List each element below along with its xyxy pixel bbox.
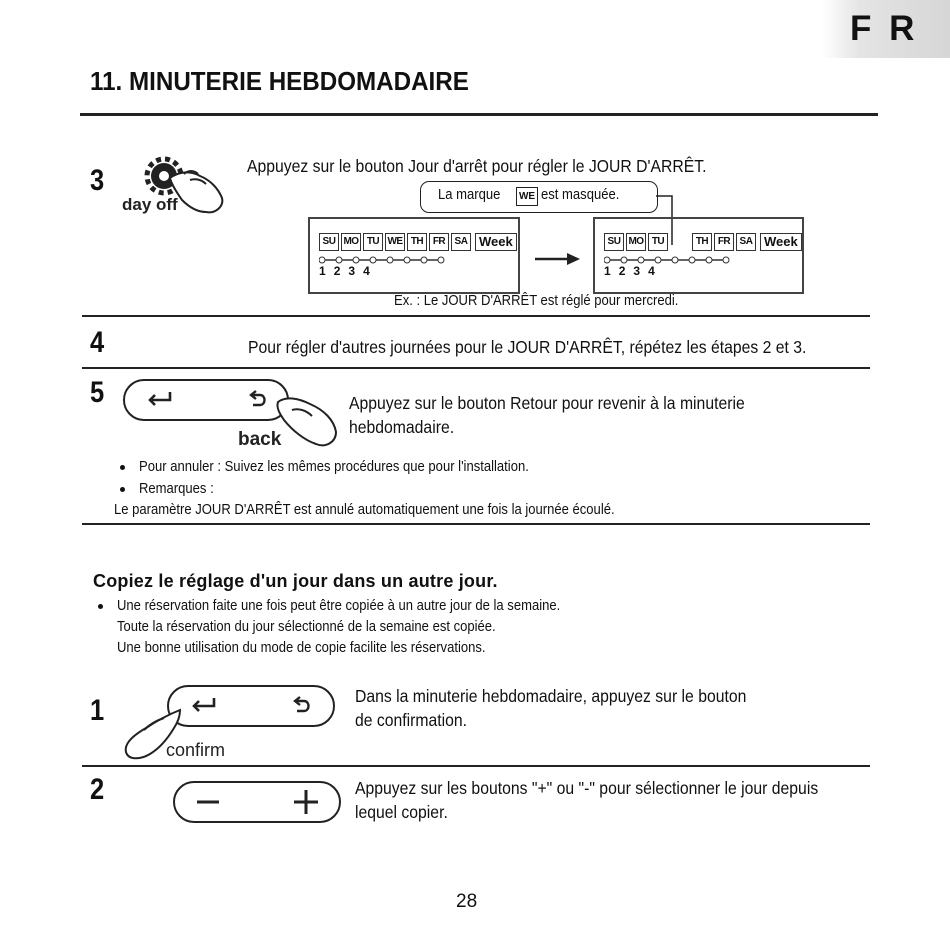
step-number: 3: [90, 164, 105, 197]
copy-info-line2: Toute la réservation du jour sélectionné de la semaine est copiée.: [117, 619, 496, 635]
page-title: 11. MINUTERIE HEBDOMADAIRE: [90, 66, 469, 96]
callout-text-before: La marque: [438, 187, 501, 203]
program-number: 1: [319, 264, 326, 278]
day-indicator-we: WE: [385, 233, 405, 251]
back-button-illustration: [120, 374, 342, 454]
day-off-button-illustration: [118, 150, 230, 220]
example-caption: Ex. : Le JOUR D'ARRÊT est réglé pour mercredi.: [394, 293, 679, 309]
day-indicator-sa: SA: [451, 233, 471, 251]
day-off-label: day off: [122, 195, 178, 214]
note-cancel: [114, 457, 572, 478]
program-number: 2: [618, 264, 626, 278]
day-indicator-mo: MO: [626, 233, 646, 251]
program-number: 2: [333, 264, 341, 278]
week-end-icon: WE: [516, 187, 538, 206]
note-cancel-text: Pour annuler : Suivez les mêmes procédures que pour l'installation.: [139, 459, 529, 475]
day-indicator-fr: FR: [429, 233, 449, 251]
plus-minus-button-illustration: [170, 778, 346, 826]
copy-section-heading: Copiez le réglage d'un jour dans un autre jour.: [93, 571, 498, 591]
section-divider: [82, 367, 870, 369]
copy-info: [92, 596, 610, 659]
day-indicator-we-hidden: [670, 233, 690, 251]
day-indicator-su: SU: [319, 233, 339, 251]
confirm-label: confirm: [166, 740, 226, 760]
note-remarks: [114, 479, 222, 500]
remark-text: Le paramètre JOUR D'ARRÊT est annulé automatiquement une fois la journée écoulé.: [114, 502, 615, 518]
section-divider: [82, 523, 870, 525]
note-remarks-text: Remarques :: [139, 481, 214, 497]
step-4-text: Pour régler d'autres journées pour le JOUR D'ARRÊT, répétez les étapes 2 et 3.: [248, 337, 807, 357]
program-number: 4: [648, 264, 655, 278]
step-3-text: Appuyez sur le bouton Jour d'arrêt pour régler le JOUR D'ARRÊT.: [247, 156, 707, 176]
section-divider: [82, 315, 870, 317]
week-indicator: Week: [475, 233, 517, 251]
arrow-right-icon: [535, 252, 581, 266]
step-number: 4: [90, 326, 105, 359]
day-indicator-sa: SA: [736, 233, 756, 251]
confirm-button-illustration: [118, 680, 340, 764]
day-indicator-su: SU: [604, 233, 624, 251]
step-5-text-line1: Appuyez sur le bouton Retour pour revenir à la minuterie: [349, 393, 745, 413]
display-after: [593, 217, 804, 294]
title-divider: [80, 113, 878, 116]
page-number: 28: [456, 891, 478, 912]
language-label: F R: [850, 9, 919, 48]
copy-info-line3: Une bonne utilisation du mode de copie facilite les réservations.: [117, 640, 486, 656]
program-number: 3: [348, 264, 356, 278]
day-indicator-fr: FR: [714, 233, 734, 251]
step-number: 2: [90, 773, 105, 806]
day-indicator-th: TH: [692, 233, 712, 251]
pointing-hand-icon: [277, 398, 336, 445]
callout-text-after: est masquée.: [541, 187, 620, 203]
program-number: 1: [604, 264, 611, 278]
copy-step-1-line2: de confirmation.: [355, 710, 468, 730]
copy-info-line1: Une réservation faite une fois peut être copiée à un autre jour de la semaine.: [117, 598, 561, 614]
step-number: 1: [90, 694, 105, 727]
program-number: 3: [633, 264, 641, 278]
day-indicator-tu: TU: [648, 233, 668, 251]
step-number: 5: [90, 376, 105, 409]
week-indicator: Week: [760, 233, 802, 251]
day-indicator-th: TH: [407, 233, 427, 251]
copy-step-2-line1: Appuyez sur les boutons "+" ou "-" pour sélectionner le jour depuis: [355, 778, 819, 798]
back-label: back: [238, 429, 282, 450]
copy-step-1-line1: Dans la minuterie hebdomadaire, appuyez sur le bouton: [355, 686, 747, 706]
bullet-dot: [120, 487, 125, 492]
copy-step-2-line2: lequel copier.: [355, 802, 448, 822]
day-indicator-mo: MO: [341, 233, 361, 251]
pointing-hand-icon: [170, 171, 222, 212]
display-before: [308, 217, 520, 294]
step-5-text-line2: hebdomadaire.: [349, 417, 455, 437]
bullet-dot: [98, 604, 103, 609]
bullet-dot: [120, 465, 125, 470]
program-number: 4: [363, 264, 370, 278]
section-divider: [82, 765, 870, 767]
day-indicator-tu: TU: [363, 233, 383, 251]
